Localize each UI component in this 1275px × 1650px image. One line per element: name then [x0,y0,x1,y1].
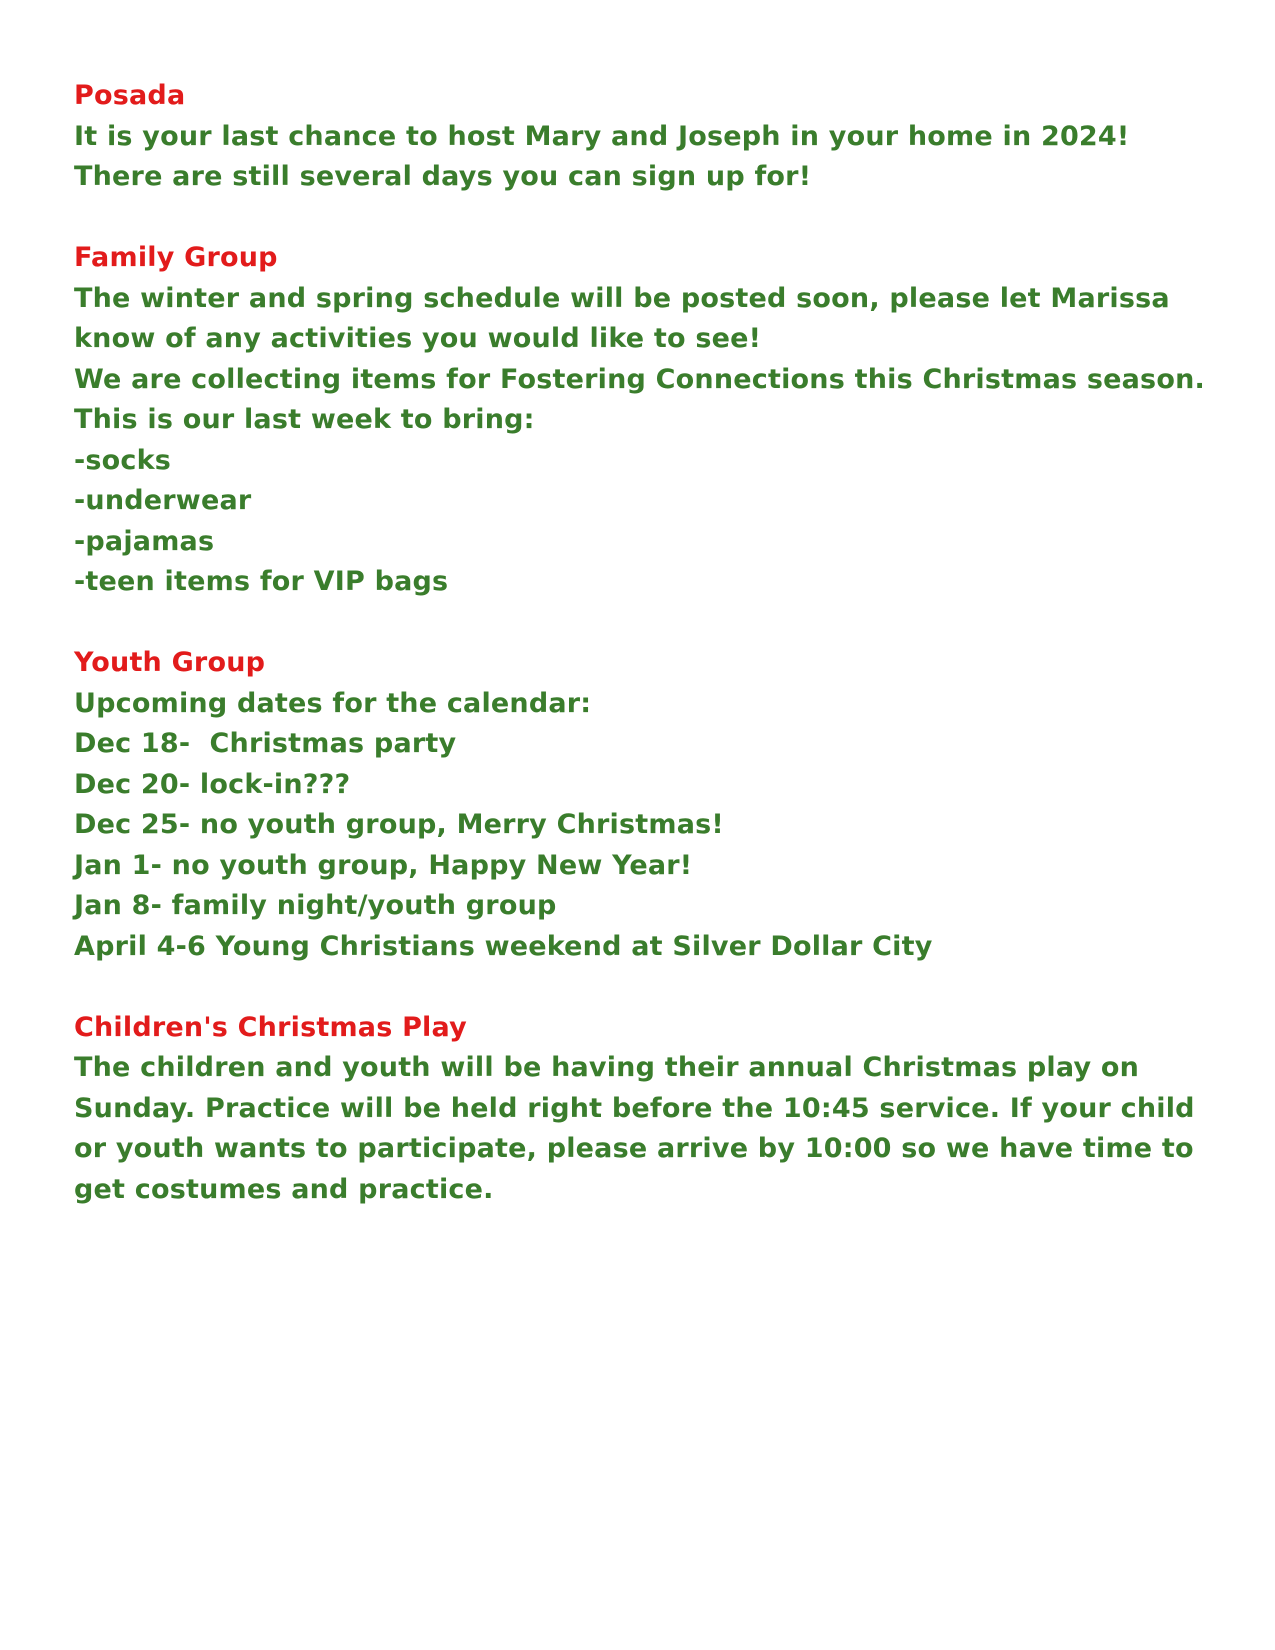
youth-group-section [74,643,1214,967]
family-group-section [74,238,1214,603]
collection-item-socks: -socks [74,444,172,476]
posada-heading: Posada [74,80,186,111]
family-group-collection-text: We are collecting items for Fostering Connections this Christmas season. This is our last week to bring: [74,363,1205,435]
youth-date-jan-8: Jan 8- family night/youth group [74,890,557,921]
youth-date-dec-25: Dec 25- no youth group, Merry Christmas! [74,809,724,840]
youth-date-april: April 4-6 Young Christians weekend at Silver Dollar City [74,930,933,962]
collection-item-teen-items: -teen items for VIP bags [74,566,449,597]
youth-date-jan-1: Jan 1- no youth group, Happy New Year! [74,849,693,881]
christmas-play-heading: Children's Christmas Play [74,1011,467,1043]
youth-group-heading: Youth Group [74,647,266,678]
family-group-schedule-text: The winter and spring schedule will be posted soon, please let Marissa know of any activities you would like to see! [74,282,1170,354]
posada-text: It is your last chance to host Mary and Joseph in your home in 2024! There are still several days you can sign up for! [74,120,1130,192]
collection-item-pajamas: -pajamas [74,525,215,557]
youth-date-dec-18: Dec 18- Christmas party [74,728,457,759]
christmas-play-text: The children and youth will be having their annual Christmas play on Sunday. Practice will be held right before the 10:45 service. If your child or youth wants to participate, please arrive by 10:00 so we have time to get costumes and practice. [74,1052,1195,1205]
posada-section [74,76,1214,198]
newsletter-page [74,76,1214,1251]
christmas-play-section [74,1008,1214,1211]
family-group-heading: Family Group [74,242,278,273]
collection-item-underwear: -underwear [74,485,252,516]
youth-date-dec-20: Dec 20- lock-in??? [74,768,351,800]
youth-group-intro: Upcoming dates for the calendar: [74,687,592,719]
